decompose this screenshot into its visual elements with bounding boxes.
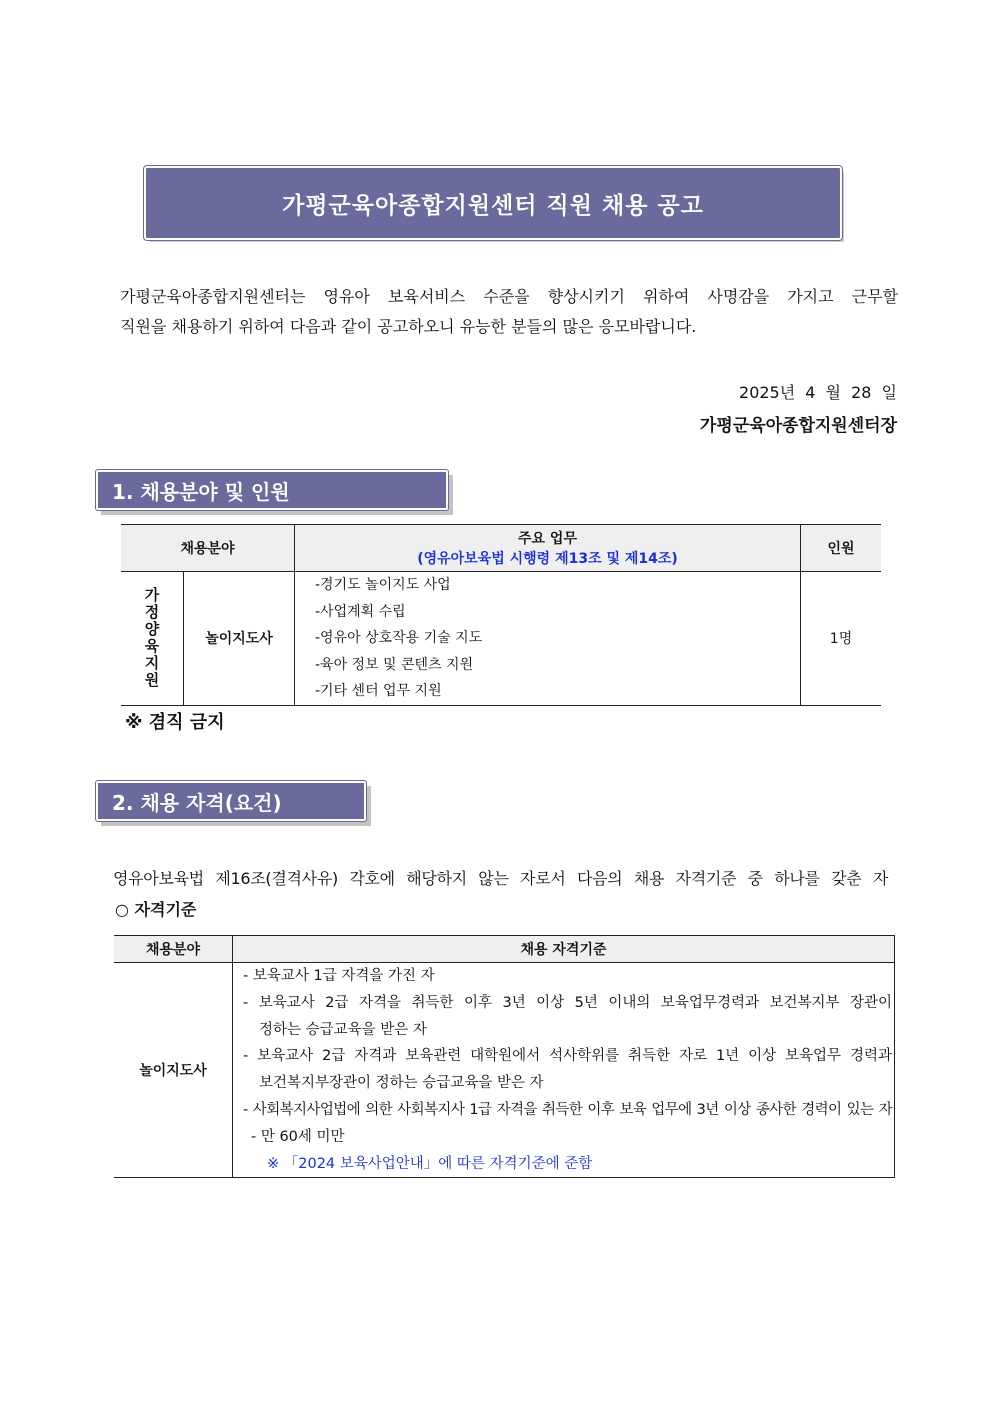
qualifications-table	[114, 935, 895, 1178]
table-header-row	[114, 936, 895, 963]
qualification-intro: 영유아보육법 제16조(결격사유) 각호에 해당하지 않는 자로서 다음의 채용 자격기준 중 하나를 갖춘 자	[113, 869, 888, 888]
header-duties-subtitle: (영유아보육법 시행령 제13조 및 제14조)	[417, 551, 678, 567]
role-cell: 놀이지도사	[184, 572, 295, 706]
category-char: 가	[144, 586, 160, 605]
criteria-line: - 보육교사 2급 자격과 보육관련 대학원에서 석사학위를 취득한 자로 1년 이상 보육업무 경력과	[243, 1048, 892, 1065]
qualification-subheading: ○ 자격기준	[115, 900, 197, 919]
intro-paragraph	[120, 282, 898, 342]
duty-item: -사업계획 수립	[315, 603, 406, 620]
positions-table	[121, 524, 881, 706]
intro-line-1: 가평군육아종합지원센터는 영유아 보육서비스 수준을 향상시키기 위하여 사명감을 가지고 근무할	[120, 287, 898, 306]
table-row	[121, 572, 881, 706]
intro-line-2: 직원을 채용하기 위하여 다음과 같이 공고하오니 유능한 분들의 많은 응모바랍니다.	[120, 317, 697, 336]
criteria-line: 정하는 승급교육을 받은 자	[259, 1021, 427, 1038]
header-duties-title: 주요 업무	[518, 531, 577, 547]
category-char: 원	[144, 671, 160, 690]
duties-cell	[295, 572, 801, 706]
header-count: 인원	[801, 525, 882, 572]
category-char: 지	[144, 654, 160, 673]
section1-heading: 1. 채용분야 및 인원	[96, 470, 448, 510]
role-cell: 놀이지도사	[114, 963, 233, 1178]
header-duties	[295, 525, 801, 572]
category-char: 정	[144, 603, 160, 622]
header-field: 채용분야	[121, 525, 295, 572]
count-cell: 1명	[801, 572, 882, 706]
criteria-line: - 보육교사 1급 자격을 가진 자	[243, 968, 435, 984]
table-row	[114, 963, 895, 1178]
section2-heading: 2. 채용 자격(요건)	[96, 781, 366, 821]
criteria-line: - 보육교사 2급 자격을 취득한 이후 3년 이상 5년 이내의 보육업무경력과 보건복지부 장관이	[243, 994, 892, 1011]
table-header-row	[121, 525, 881, 572]
announcement-date: 2025년 4 월 28 일	[739, 383, 897, 402]
duty-item: -기타 센터 업무 지원	[315, 683, 442, 699]
dual-employment-note: ※ 겸직 금지	[125, 712, 225, 733]
signer: 가평군육아종합지원센터장	[699, 416, 897, 436]
category-char: 양	[144, 620, 160, 639]
page-title: 가평군육아종합지원센터 직원 채용 공고	[144, 166, 842, 240]
criteria-cell	[233, 963, 895, 1178]
header-field: 채용분야	[114, 936, 233, 963]
criteria-note: ※ 「2024 보육사업안내」에 따른 자격기준에 준함	[267, 1155, 593, 1172]
header-criteria: 채용 자격기준	[233, 936, 895, 963]
category-cell	[121, 572, 184, 706]
category-char: 육	[144, 637, 160, 656]
duty-item: -경기도 놀이지도 사업	[315, 577, 451, 593]
criteria-line: - 사회복지사업법에 의한 사회복지사 1급 자격을 취득한 이후 보육 업무에 3년 이상 종사한 경력이 있는 자	[243, 1101, 892, 1118]
criteria-line: - 만 60세 미만	[251, 1128, 345, 1145]
duty-item: -육아 정보 및 콘텐츠 지원	[315, 656, 474, 673]
criteria-line: 보건복지부장관이 정하는 승급교육을 받은 자	[259, 1075, 544, 1092]
duty-item: -영유아 상호작용 기술 지도	[315, 630, 483, 646]
